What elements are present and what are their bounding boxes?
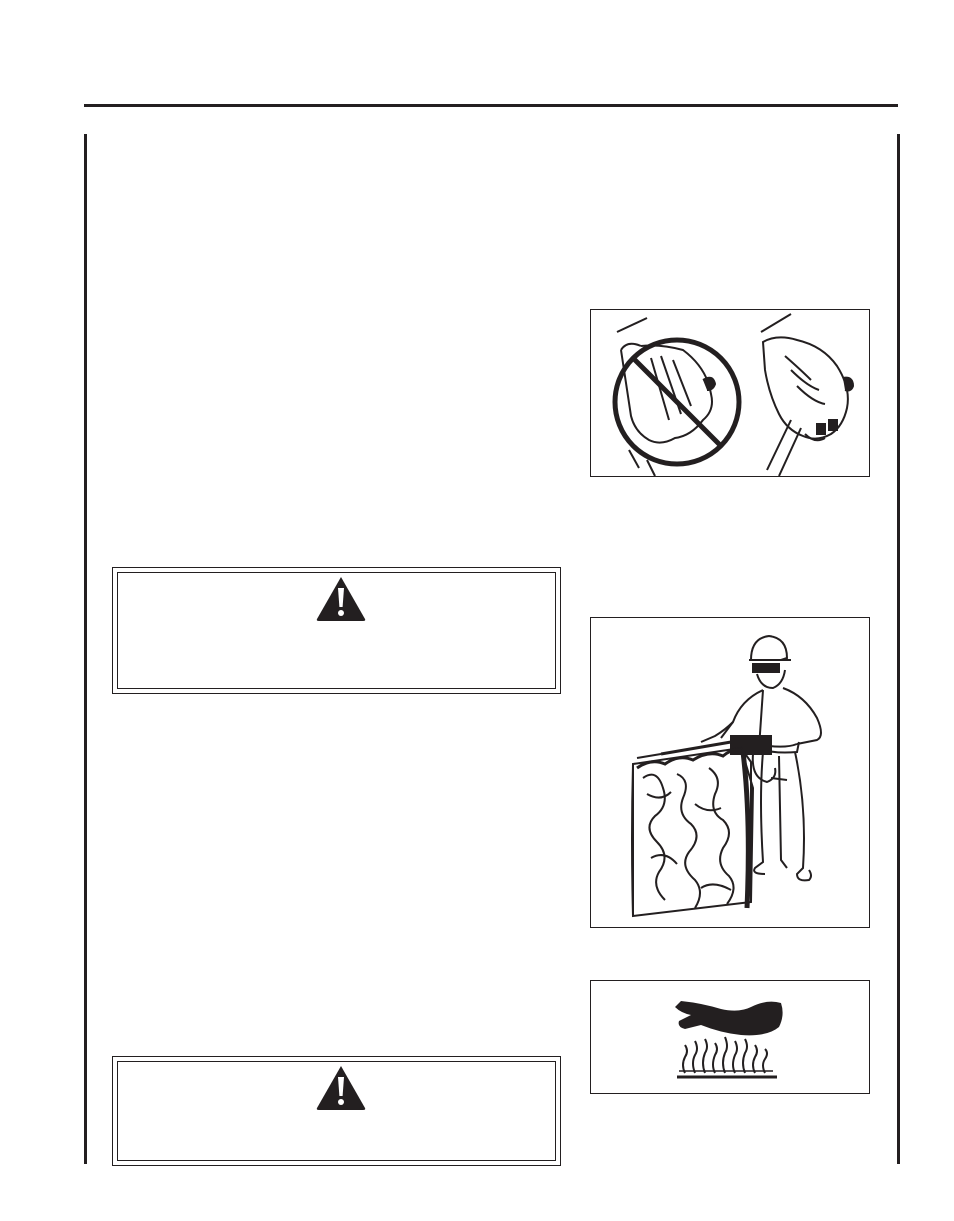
hedge-icon [632, 748, 753, 916]
right-margin-rule [897, 134, 900, 1164]
operator-icon [637, 636, 821, 880]
prohibited-grip-icon [615, 318, 739, 476]
operator-cutting-figure [590, 617, 870, 928]
warning-triangle-icon [315, 575, 367, 623]
heat-waves-icon [677, 1037, 777, 1077]
glove-grip-figure [590, 309, 870, 477]
correct-grip-icon [761, 314, 853, 476]
hot-surface-figure [590, 980, 870, 1094]
warning-box [112, 1056, 561, 1166]
warning-box [112, 567, 561, 694]
header-rule [84, 104, 898, 107]
warning-triangle-icon [315, 1064, 367, 1112]
left-margin-rule [84, 134, 87, 1164]
hand-icon [675, 1001, 783, 1035]
